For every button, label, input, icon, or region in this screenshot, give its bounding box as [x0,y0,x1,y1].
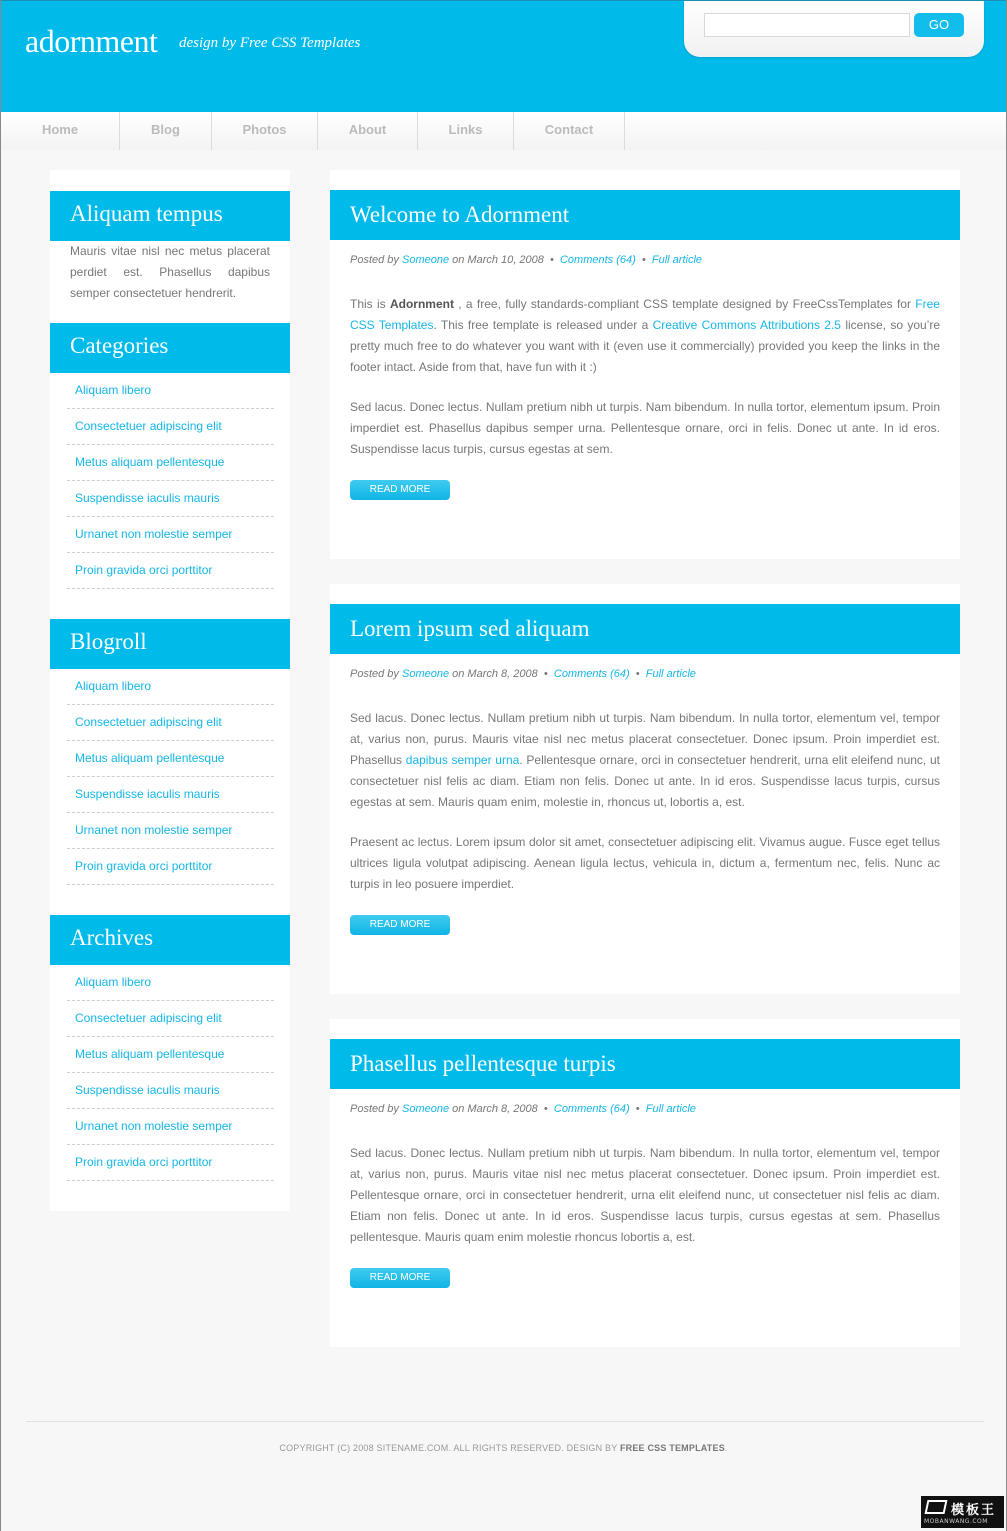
footer-divider [26,1421,984,1422]
blogroll-list [67,669,274,885]
footer-copyright: COPYRIGHT (C) 2008 SITENAME.COM. ALL RIGHTS RESERVED. DESIGN BY [279,1443,620,1453]
archive-link[interactable]: Suspendisse iaculis mauris [67,1073,274,1109]
category-link[interactable]: Consectetuer adipiscing elit [67,409,274,445]
category-link[interactable]: Metus aliquam pellentesque [67,445,274,481]
post-meta [350,1103,696,1115]
read-more-button[interactable]: READ MORE [350,1268,450,1288]
search-input[interactable] [704,13,910,37]
blogroll-link[interactable]: Consectetuer adipiscing elit [67,705,274,741]
read-more-button[interactable]: READ MORE [350,915,450,935]
post-meta [350,254,702,266]
meta-date: on March 10, 2008 [452,254,544,266]
read-more-button[interactable]: READ MORE [350,480,450,500]
footer-end: . [724,1443,728,1453]
comments-link[interactable]: Comments (64) [553,1103,630,1115]
meta-separator: • [543,1103,548,1115]
watermark-logo [921,1496,1004,1528]
post-title[interactable]: Lorem ipsum sed aliquam [330,604,960,654]
author-link[interactable]: Someone [401,668,450,680]
search-panel [684,1,984,57]
archives-list [67,965,274,1181]
full-article-link[interactable]: Full article [651,254,703,266]
sidebar-blogroll-title: Blogroll [50,619,290,669]
nav-item-home[interactable]: Home [1,112,120,150]
meta-separator: • [550,254,554,266]
post [330,170,960,559]
nav-item-links[interactable]: Links [418,112,514,150]
meta-date: on March 8, 2008 [452,668,538,680]
meta-separator: • [543,668,548,680]
site-logo[interactable]: adornment [25,23,158,59]
comments-link[interactable]: Comments (64) [559,254,636,266]
category-link[interactable]: Proin gravida orci porttitor [67,553,274,589]
archive-link[interactable]: Urnanet non molestie semper [67,1109,274,1145]
post-paragraph: Sed lacus. Donec lectus. Nullam pretium nibh ut turpis. Nam bibendum. In nulla tortor, elementum ipsum. Proin imperdiet est. Phasellus dapibus semper urna. Pellentesque ornare, orci in felis. Donec ut ante. In id eros. Suspendisse lacus turpis, cursus egestas at sem. [350,400,940,456]
free-css-templates-link[interactable]: Free CSS Templates [350,297,940,332]
text: . This free template is released under a [433,318,653,332]
archive-link[interactable]: Aliquam libero [67,965,274,1001]
comments-link[interactable]: Comments (64) [553,668,630,680]
full-article-link[interactable]: Full article [645,668,696,680]
blogroll-link[interactable]: Aliquam libero [67,669,274,705]
category-link[interactable]: Aliquam libero [67,373,274,409]
nav-item-photos[interactable]: Photos [212,112,318,150]
watermark-icon [925,1500,948,1514]
meta-separator: • [641,254,646,266]
sidebar-categories-title: Categories [50,323,290,373]
meta-date: on March 8, 2008 [452,1103,538,1115]
text: This is [350,297,390,311]
meta-posted-by: Posted by [350,254,399,266]
search-go-button[interactable]: GO [914,13,964,37]
sidebar-about-title: Aliquam tempus [50,191,290,241]
sidebar [50,170,290,1211]
blogroll-link[interactable]: Suspendisse iaculis mauris [67,777,274,813]
post-title[interactable]: Welcome to Adornment [330,190,960,240]
post-paragraph: Sed lacus. Donec lectus. Nullam pretium nibh ut turpis. Nam bibendum. In nulla tortor, elementum vel, tempor at, varius non, purus. Mauris vitae nisl nec metus placerat consectetuer. Donec ipsum. Proin imperdiet est. Pellentesque ornare, orci in consectetuer hendrerit, urna elit eleifend nunc, ut consectetuer nisl felis ac diam. Etiam non felis. Donec ut ante. In id eros. Suspendisse lacus turpis, cursus egestas at sem. Phasellus pellentesque. Mauris quam enim molestie rhoncus lobortis a, est. [350,1146,940,1244]
text: Sed lacus. Donec lectus. Nullam pretium nibh ut turpis. Nam bibendum. In nulla tortor, elementum vel, tempor at, varius non, purus. Mauris vitae nisl nec metus placerat consectetuer. Donec ipsum. Proin imperdiet est. Phasellus [350,711,940,767]
site-tagline: design by Free CSS Templates [179,35,361,51]
category-link[interactable]: Urnanet non molestie semper [67,517,274,553]
post-meta [350,668,696,680]
nav-item-about[interactable]: About [318,112,418,150]
sidebar-archives-title: Archives [50,915,290,965]
post [330,1019,960,1347]
meta-separator: • [635,668,640,680]
categories-list [67,373,274,589]
meta-posted-by: Posted by [350,668,399,680]
blogroll-link[interactable]: Metus aliquam pellentesque [67,741,274,777]
footer [1,1443,1006,1453]
creative-commons-link[interactable]: Creative Commons Attributions 2.5 [652,318,841,332]
archive-link[interactable]: Metus aliquam pellentesque [67,1037,274,1073]
text: . Pellentesque ornare, orci in consectetuer hendrerit, urna elit eleifend nunc, ut consectetuer nisl felis ac diam. Etiam non felis. Donec ut ante. In id eros. Suspendisse lacus turpis, cursus egestas at sem. Mauris quam enim, molestie in, rhoncus ut, lobortis a, est. [350,753,941,809]
bold-text: Adornment [389,297,454,311]
blogroll-link[interactable]: Proin gravida orci porttitor [67,849,274,885]
main-nav [1,112,1006,150]
blogroll-link[interactable]: Urnanet non molestie semper [67,813,274,849]
nav-item-contact[interactable]: Contact [514,112,625,150]
author-link[interactable]: Someone [401,254,450,266]
text: , a free, fully standards-compliant CSS template designed by FreeCssTemplates for [453,297,916,311]
nav-item-blog[interactable]: Blog [120,112,212,150]
post-title[interactable]: Phasellus pellentesque turpis [330,1039,960,1089]
category-link[interactable]: Suspendisse iaculis mauris [67,481,274,517]
full-article-link[interactable]: Full article [645,1103,696,1115]
post-paragraph [350,708,940,813]
site-header [1,0,1006,112]
footer-design-link[interactable]: FREE CSS TEMPLATES [619,1443,725,1453]
meta-separator: • [635,1103,640,1115]
post-paragraph: Praesent ac lectus. Lorem ipsum dolor sit amet, consectetuer adipiscing elit. Vivamus augue. Fusce eget tellus ultrices ligula volutpat adipiscing. Aenean ligula lectus, vehicula in, dictum a, fermentum nec, felis. Nunc ac turpis in leo posuere imperdiet. [350,835,940,891]
archive-link[interactable]: Proin gravida orci porttitor [67,1145,274,1181]
dapibus-link[interactable]: dapibus semper urna [405,753,520,767]
author-link[interactable]: Someone [401,1103,450,1115]
post [330,584,960,994]
post-paragraph [350,294,940,378]
watermark-main-text: 模板王 [951,1503,997,1518]
sidebar-about-text: Mauris vitae nisl nec metus placerat perdiet est. Phasellus dapibus semper consectetuer hendrerit. [70,244,270,300]
watermark-sub-text: MOBANWANG.COM [924,1518,988,1525]
meta-posted-by: Posted by [350,1103,399,1115]
archive-link[interactable]: Consectetuer adipiscing elit [67,1001,274,1037]
text: license, so you’re pretty much free to do whatever you want with it (even use it commercially) provided you keep the links in the footer intact. Aside from that, have fun with it :) [350,318,941,374]
